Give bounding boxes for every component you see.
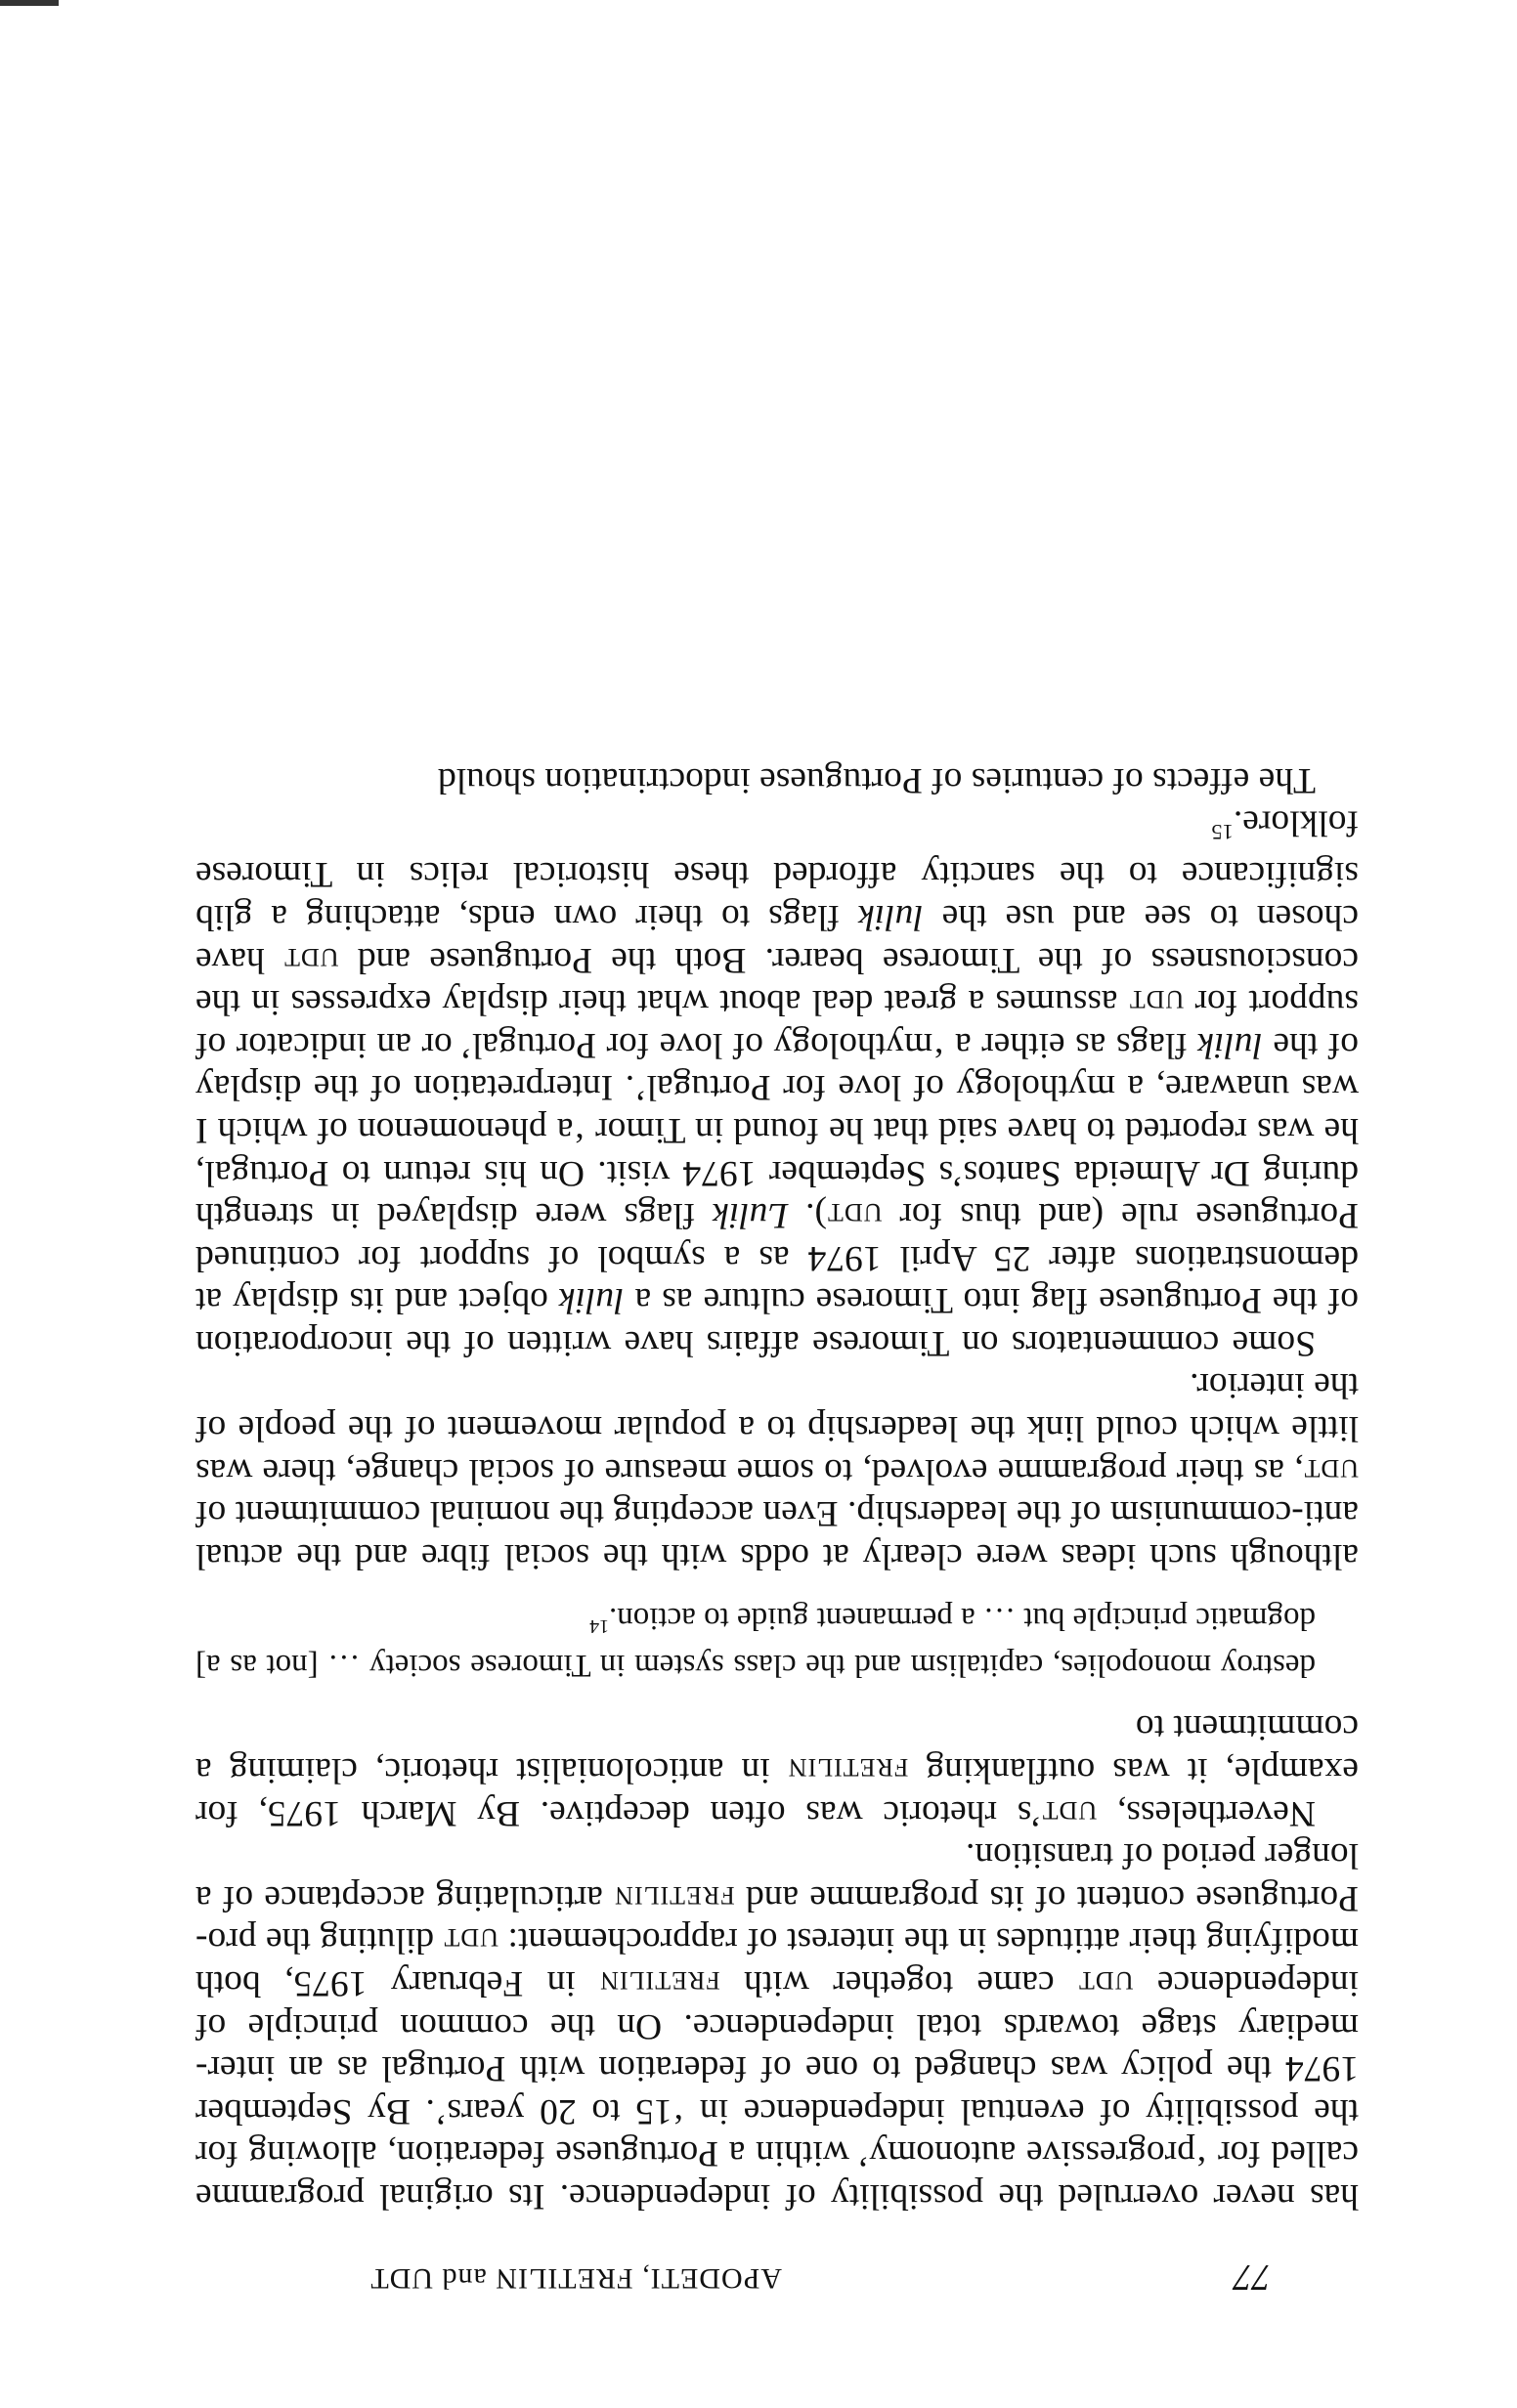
text-run: assumes a great deal about what their display expresses in the consciousness of the Timorese bearer. Both the Portuguese and — [195, 939, 1359, 1023]
small-caps-text: udt — [283, 939, 339, 980]
small-caps-text: udt — [1303, 1450, 1359, 1491]
footnote-ref: 14 — [589, 1614, 609, 1637]
text-run: flags as either a ‘mythology of love for Portugal’ or an indicator of support for — [195, 982, 1359, 1065]
small-caps-text: fretilin — [614, 1877, 735, 1918]
text-run: object and its display at demonstrations after 25 April 1974 as a symbol of support for continued Portuguese rule (and thus for — [195, 1195, 1359, 1321]
text-run: Some commentators on Timorese affairs have written of the incorporation of the Portuguese flag into Timorese culture as a — [195, 1280, 1359, 1363]
block-quote — [195, 1599, 1316, 1685]
paragraph — [195, 801, 1359, 1364]
text-run: ’s rhetoric was often deceptive. By March 1975, for example, it was outflanking — [195, 1750, 1359, 1833]
paragraph — [195, 1834, 1359, 2217]
text-run: articulating acceptance of a longer period of transition. — [195, 1835, 1359, 1918]
page-header — [195, 2256, 1359, 2299]
text-run: flags were displayed in strength during Dr Almeida Santos’s September 1974 visit. On his return to Portugal, he was reported to have said that he found in Timor ‘a phenomenon of which I was unaware, a mythology of love for Portugal’. Interpretation of the display of the — [195, 1024, 1359, 1236]
text-run: have chosen to see and use the — [195, 896, 1359, 980]
text-run: The effects of centuries of Portuguese indoctrination should — [437, 759, 1316, 800]
body-text — [195, 758, 1359, 2217]
italic-text: Lulik — [713, 1195, 789, 1236]
text-run: , as their programme evolved, to some measure of social change, there was little which could link the leadership to a popular movement of the people of the interior. — [195, 1365, 1359, 1491]
paragraph — [195, 1706, 1359, 1834]
small-caps-text: udt — [827, 1195, 883, 1236]
text-run: ). — [788, 1195, 828, 1236]
italic-text: lulik — [558, 1280, 625, 1321]
text-run: although such ideas were clearly at odds with the social fibre and the actual anti-communism of the leadership. Even accepting the nominal commitment of — [195, 1493, 1359, 1576]
scan-mark — [0, 0, 59, 6]
text-run: in anticolonialist rhetoric, claiming a commitment to — [195, 1707, 1359, 1791]
text-run: and — [433, 2262, 496, 2295]
small-caps-text: udt — [443, 1920, 498, 1961]
text-run: flags to their own ends, attaching a glib significance to the sanctity afforded these historical relics in Timorese folklore. — [195, 802, 1359, 937]
text-run: in February 1975, both modifying their attitudes in the interest of rapprochement: — [195, 1920, 1359, 2004]
small-caps-text: APODETI, FRETILIN — [495, 2262, 782, 2295]
small-caps-text: udt — [1041, 1792, 1098, 1833]
text-run: diluting the pro-Portuguese content of its programme and — [195, 1877, 1359, 1961]
footnote-ref: 15 — [1211, 819, 1234, 844]
italic-text: lulik — [858, 896, 924, 937]
text-run: has never overruled the possibility of independence. Its original programme called for ‘progressive autonomy’ within a Portuguese federation, allowing for the possibility of eventual independence in ‘15 to 20 years’. By September 1974 the policy was changed to one of federation with Portugal as an intermediary stage towards total independence. On the common principle of independence — [195, 1963, 1359, 2216]
small-caps-text: fretilin — [787, 1750, 909, 1791]
text-run: destroy monopolies, capitalism and the class system in Timorese society … [not as a] dogmatic principle but … a permanent guide to action. — [195, 1600, 1316, 1683]
small-caps-text: udt — [1078, 1963, 1134, 2004]
small-caps-text: UDT — [369, 2262, 434, 2295]
paragraph — [195, 758, 1359, 801]
small-caps-text: udt — [1128, 982, 1185, 1023]
text-run: Nevertheless, — [1097, 1792, 1316, 1833]
small-caps-text: fretilin — [599, 1963, 720, 2004]
page-number: 77 — [1234, 2257, 1271, 2298]
text-run: came together with — [719, 1963, 1079, 2004]
italic-text: lulik — [1197, 1024, 1263, 1065]
running-head — [369, 2261, 782, 2295]
paragraph — [195, 1364, 1359, 1577]
